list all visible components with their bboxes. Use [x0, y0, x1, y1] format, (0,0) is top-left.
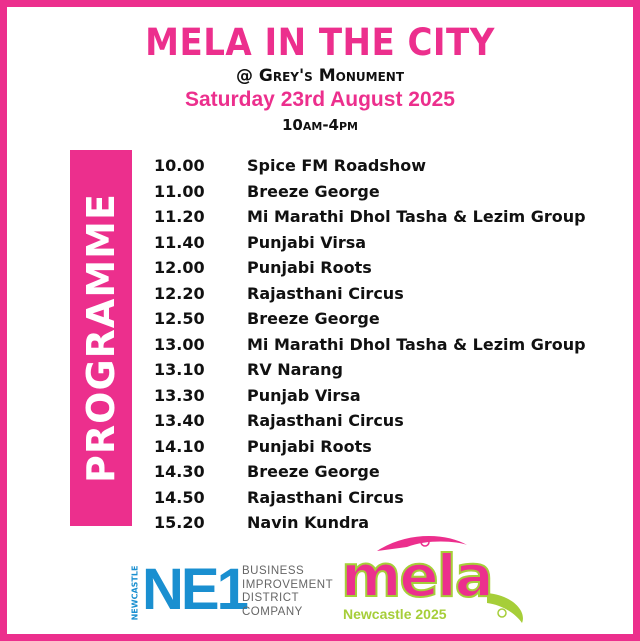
- mela-logo-subtitle: Newcastle 2025: [343, 606, 447, 622]
- mela-logo-word: mela: [341, 542, 492, 610]
- ne1-line: COMPANY: [242, 605, 303, 618]
- programme-label: PROGRAMME: [79, 193, 123, 483]
- schedule-row: [154, 230, 614, 256]
- schedule-act: Rajasthani Circus: [247, 487, 404, 507]
- schedule-time: 14.50: [154, 487, 205, 507]
- schedule-act: Punjab Virsa: [247, 385, 361, 405]
- schedule-row: [154, 255, 614, 281]
- schedule-act: Breeze George: [247, 181, 380, 201]
- schedule-time: 11.40: [154, 232, 205, 252]
- ne1-side-label: [128, 565, 141, 621]
- schedule-row: [154, 408, 614, 434]
- schedule-time: 11.00: [154, 181, 205, 201]
- event-date: Saturday 23rd August 2025: [185, 88, 455, 111]
- schedule-act: Rajasthani Circus: [247, 283, 404, 303]
- schedule-row: [154, 357, 614, 383]
- ne1-company-name: [242, 565, 333, 619]
- schedule-act: Spice FM Roadshow: [247, 156, 427, 176]
- schedule-act: Mi Marathi Dhol Tasha & Lezim Group: [247, 207, 586, 227]
- schedule-time: 10.00: [154, 156, 205, 176]
- schedule-time: 14.30: [154, 462, 205, 482]
- schedule-row: [154, 204, 614, 230]
- ne1-side-text: NEWCASTLE: [130, 565, 139, 621]
- event-title: MELA IN THE CITY: [145, 21, 495, 64]
- schedule-row: [154, 434, 614, 460]
- schedule-row: [154, 153, 614, 179]
- schedule-row: [154, 281, 614, 307]
- schedule-row: [154, 306, 614, 332]
- schedule-time: 13.30: [154, 385, 205, 405]
- schedule-list: [154, 153, 614, 536]
- event-venue: @ Grey's Monument: [235, 66, 405, 86]
- schedule-row: [154, 510, 614, 536]
- schedule-row: [154, 332, 614, 358]
- ne1-line: IMPROVEMENT: [242, 578, 334, 591]
- ne1-line: DISTRICT: [242, 592, 300, 604]
- schedule-time: 11.20: [154, 207, 205, 227]
- programme-banner: [70, 150, 132, 526]
- schedule-time: 13.00: [154, 334, 205, 354]
- schedule-row: [154, 383, 614, 409]
- schedule-time: 12.20: [154, 283, 205, 303]
- schedule-time: 14.10: [154, 436, 205, 456]
- schedule-time: 13.10: [154, 360, 205, 380]
- ne1-line: BUSINESS: [242, 565, 305, 577]
- schedule-time: 15.20: [154, 513, 205, 533]
- schedule-act: Mi Marathi Dhol Tasha & Lezim Group: [247, 334, 586, 354]
- schedule-act: RV Narang: [247, 360, 343, 380]
- schedule-row: [154, 459, 614, 485]
- ne1-logo-block: [128, 557, 334, 622]
- schedule-act: Punjabi Virsa: [247, 232, 367, 252]
- event-times: 10am-4pm: [281, 116, 358, 134]
- schedule-row: [154, 179, 614, 205]
- schedule-time: 12.50: [154, 309, 205, 329]
- schedule-act: Navin Kundra: [247, 513, 370, 533]
- mela-logo-block: [337, 533, 532, 625]
- schedule-act: Rajasthani Circus: [247, 411, 404, 431]
- schedule-time: 13.40: [154, 411, 205, 431]
- schedule-time: 12.00: [154, 258, 205, 278]
- ne1-logo: NE1: [142, 557, 246, 622]
- schedule-row: [154, 485, 614, 511]
- schedule-act: Punjabi Roots: [247, 436, 372, 456]
- schedule-act: Breeze George: [247, 309, 380, 329]
- schedule-act: Punjabi Roots: [247, 258, 372, 278]
- schedule-act: Breeze George: [247, 462, 380, 482]
